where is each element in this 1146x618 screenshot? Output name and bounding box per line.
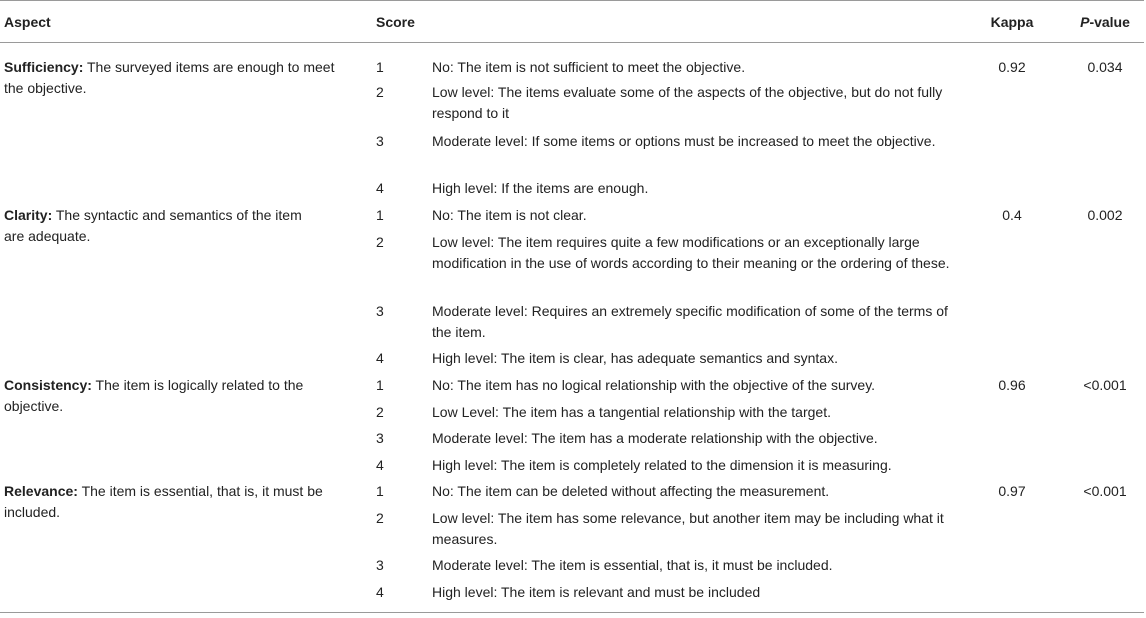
column-header-pvalue <box>1064 13 1146 31</box>
score-number: 3 <box>376 430 384 446</box>
column-header-score: Score <box>376 14 415 30</box>
score-number: 1 <box>376 377 384 393</box>
score-number: 4 <box>376 584 384 600</box>
score-description: Low level: The item requires quite a few modifications or an exceptionally large modification in the use of words according to their meaning or the ordering of these. <box>432 234 950 271</box>
score-number: 4 <box>376 350 384 366</box>
score-number: 2 <box>376 84 384 100</box>
score-number: 1 <box>376 207 384 223</box>
score-number: 4 <box>376 457 384 473</box>
score-number: 3 <box>376 303 384 319</box>
aspect-definition: The surveyed items are enough to meet the objective. <box>4 59 335 96</box>
aspect-cell <box>4 205 304 247</box>
aspect-cell <box>4 481 349 523</box>
score-description: No: The item has no logical relationship with the objective of the survey. <box>432 377 876 393</box>
score-description: High level: The item is completely related to the dimension it is measuring. <box>432 457 892 473</box>
aspect-definition: The item is logically related to the objective. <box>4 377 304 414</box>
pvalue-value: 0.034 <box>1087 59 1123 75</box>
score-description: No: The item is not clear. <box>432 207 587 223</box>
kappa-value: 0.92 <box>998 59 1026 75</box>
score-number: 3 <box>376 133 384 149</box>
score-description: High level: The item is relevant and must be included <box>432 584 761 600</box>
pvalue-value: <0.001 <box>1083 377 1127 393</box>
aspect-name: Clarity: <box>4 207 53 223</box>
table-bottom-rule <box>0 612 1144 613</box>
score-description: Low Level: The item has a tangential relationship with the target. <box>432 404 831 420</box>
score-description: Low level: The items evaluate some of the aspects of the objective, but do not fully respond to it <box>432 84 943 121</box>
score-description: No: The item can be deleted without affecting the measurement. <box>432 483 830 499</box>
aspect-cell <box>4 375 314 417</box>
kappa-value: 0.96 <box>998 377 1026 393</box>
aspect-cell <box>4 57 349 99</box>
pvalue-value: 0.002 <box>1087 207 1123 223</box>
score-description: No: The item is not sufficient to meet the objective. <box>432 59 746 75</box>
aspect-definition: The syntactic and semantics of the item are adequate. <box>4 207 302 244</box>
aspect-name: Sufficiency: <box>4 59 84 75</box>
pvalue-italic-letter: P <box>1080 14 1090 30</box>
score-description: High level: If the items are enough. <box>432 180 649 196</box>
score-number: 1 <box>376 483 384 499</box>
aspect-name: Consistency: <box>4 377 92 393</box>
score-description: High level: The item is clear, has adequate semantics and syntax. <box>432 350 838 366</box>
column-header-kappa: Kappa <box>990 14 1034 30</box>
aspect-name: Relevance: <box>4 483 78 499</box>
score-description: Moderate level: If some items or options must be increased to meet the objective. <box>432 133 936 149</box>
score-number: 2 <box>376 234 384 250</box>
column-header-aspect: Aspect <box>4 14 51 30</box>
score-number: 4 <box>376 180 384 196</box>
pvalue-value: <0.001 <box>1083 483 1127 499</box>
score-number: 2 <box>376 510 384 526</box>
kappa-value: 0.97 <box>998 483 1026 499</box>
table-top-rule <box>0 0 1144 1</box>
score-description: Low level: The item has some relevance, but another item may be including what it measures. <box>432 510 944 547</box>
score-description: Moderate level: The item has a moderate relationship with the objective. <box>432 430 878 446</box>
kappa-value: 0.4 <box>1002 207 1022 223</box>
aspect-definition: The item is essential, that is, it must be included. <box>4 483 323 520</box>
score-description: Moderate level: The item is essential, that is, it must be included. <box>432 557 833 573</box>
score-number: 3 <box>376 557 384 573</box>
score-description: Moderate level: Requires an extremely specific modification of some of the terms of the item. <box>432 303 948 340</box>
header-rule <box>0 42 1144 43</box>
score-number: 2 <box>376 404 384 420</box>
pvalue-suffix: -value <box>1089 14 1130 30</box>
score-number: 1 <box>376 59 384 75</box>
